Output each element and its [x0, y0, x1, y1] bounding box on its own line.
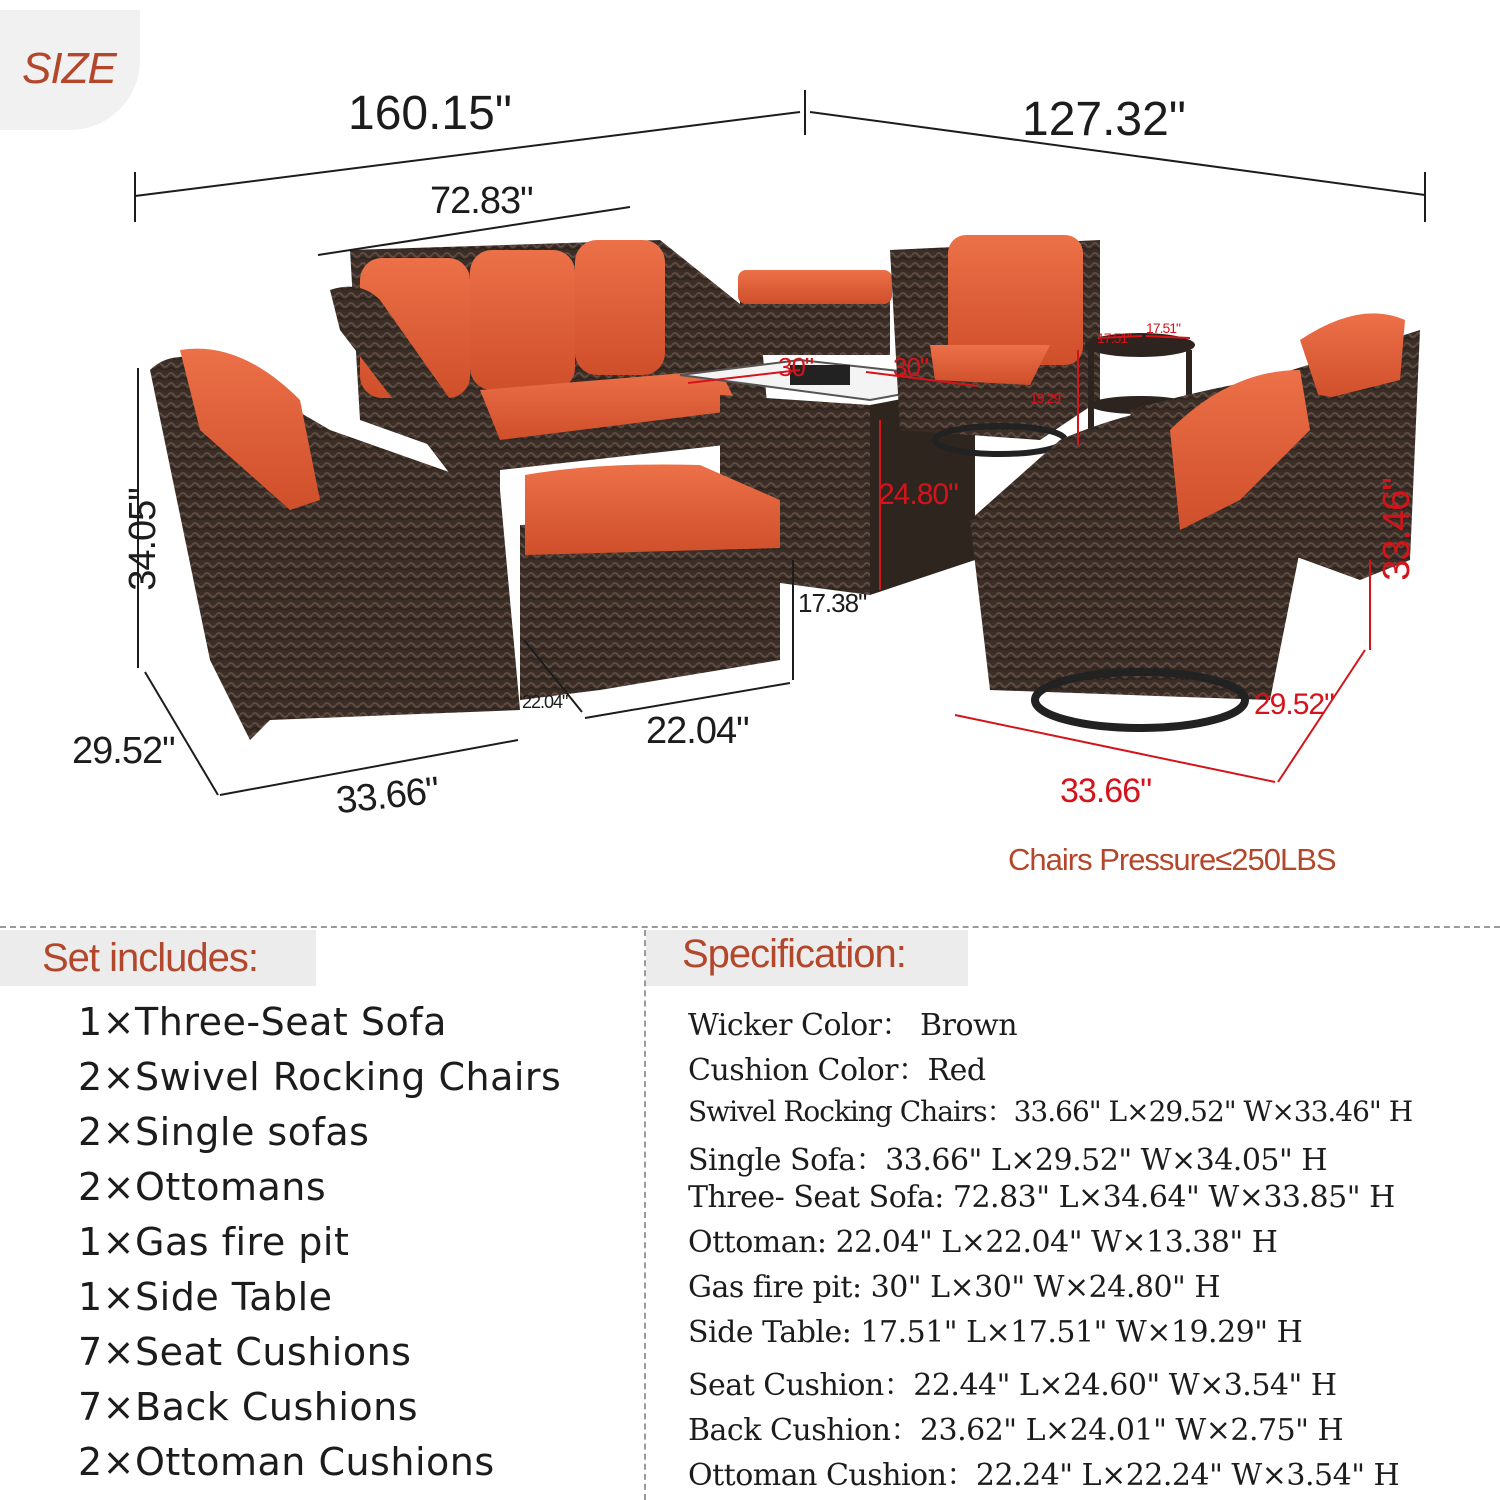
set-item: 1×Three-Seat Sofa: [78, 1000, 447, 1044]
spec-item: Single Sofa：33.66" L×29.52" W×34.05" H: [688, 1143, 1328, 1178]
dim-ottoman-height: 17.38": [798, 588, 867, 618]
dim-ottoman-length: 22.04": [646, 710, 749, 752]
set-item: 2×Ottoman Cushions: [78, 1440, 495, 1484]
dim-firepit-w1: 30": [778, 352, 814, 382]
set-item: 1×Gas fire pit: [78, 1220, 350, 1264]
set-item: 2×Swivel Rocking Chairs: [78, 1055, 562, 1099]
dim-table-w1: 17.51": [1097, 330, 1132, 346]
section-divider-vertical: [644, 930, 646, 1500]
dim-total-right: 127.32": [1022, 93, 1186, 146]
dim-single-length: 33.66": [334, 769, 441, 823]
section-divider-horizontal: [0, 926, 1500, 928]
dim-single-width: 29.52": [72, 730, 175, 772]
spec-item: Gas fire pit: 30" L×30" W×24.80" H: [688, 1270, 1221, 1305]
set-item: 2×Ottomans: [78, 1165, 327, 1209]
dim-firepit-height: 24.80": [878, 478, 958, 511]
swivel-chair-back: [890, 235, 1100, 454]
specification-title: Specification:: [682, 932, 906, 976]
dim-firepit-w2: 30": [893, 352, 929, 382]
dim-single-height: 34.05": [121, 488, 164, 591]
spec-item: Side Table: 17.51" L×17.51" W×19.29" H: [688, 1315, 1303, 1350]
front-ottoman: [520, 464, 780, 700]
spec-item: Ottoman: 22.04" L×22.04" W×13.38" H: [688, 1225, 1278, 1260]
dim-swivel-height: 33.46": [1375, 478, 1418, 581]
dim-sofa-length: 72.83": [430, 180, 533, 222]
spec-item: Seat Cushion：22.44" L×24.60" W×3.54" H: [688, 1368, 1337, 1403]
dim-table-height: 19.29": [1030, 390, 1065, 406]
dim-ottoman-side: 22.04": [522, 692, 568, 712]
set-item: 7×Back Cushions: [78, 1385, 419, 1429]
set-item: 2×Single sofas: [78, 1110, 370, 1154]
set-includes-title: Set includes:: [42, 936, 259, 980]
dim-swivel-width: 29.52": [1254, 688, 1334, 721]
set-item: 7×Seat Cushions: [78, 1330, 412, 1374]
spec-item: Wicker Color： Brown: [688, 1008, 1018, 1043]
spec-item: Ottoman Cushion：22.24" L×22.24" W×3.54" H: [688, 1458, 1400, 1493]
dim-total-left: 160.15": [348, 87, 512, 140]
spec-item: Three- Seat Sofa: 72.83" L×34.64" W×33.85" H: [688, 1180, 1395, 1215]
set-item: 1×Side Table: [78, 1275, 333, 1319]
spec-item: Back Cushion：23.62" L×24.01" W×2.75" H: [688, 1413, 1344, 1448]
spec-item: Cushion Color：Red: [688, 1053, 986, 1088]
back-ottoman: [738, 270, 892, 355]
size-badge: SIZE: [22, 44, 116, 93]
dim-swivel-length: 33.66": [1060, 772, 1152, 810]
dim-table-w2: 17.51": [1146, 320, 1181, 336]
spec-item: Swivel Rocking Chairs：33.66" L×29.52" W×33.46" H: [688, 1095, 1413, 1128]
pressure-note: Chairs Pressure≤250LBS: [1008, 842, 1336, 877]
